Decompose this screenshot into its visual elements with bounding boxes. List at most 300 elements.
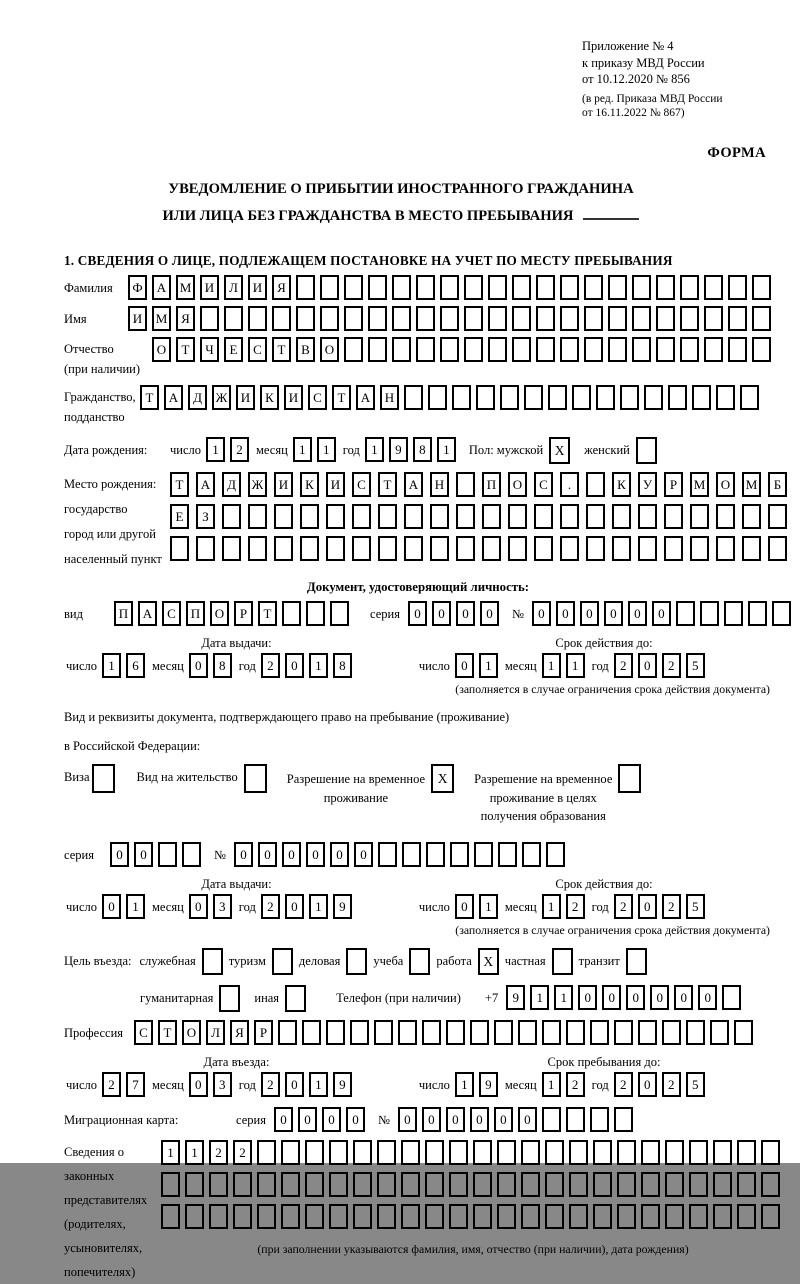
char-cell[interactable] [161, 1172, 180, 1197]
char-cell[interactable]: О [716, 472, 735, 497]
char-cell[interactable]: 0 [455, 653, 474, 678]
char-cell[interactable]: К [612, 472, 631, 497]
char-cell[interactable] [329, 1204, 348, 1229]
char-cell[interactable]: М [742, 472, 761, 497]
char-cell[interactable]: Ж [212, 385, 231, 410]
char-cell[interactable] [274, 504, 293, 529]
char-cell[interactable]: 0 [602, 985, 621, 1010]
char-cell[interactable]: 6 [126, 653, 145, 678]
char-cell[interactable] [272, 306, 291, 331]
char-cell[interactable]: Т [332, 385, 351, 410]
char-cell[interactable] [700, 601, 719, 626]
char-cell[interactable] [761, 1204, 780, 1229]
purpose-tourism-checkbox[interactable] [272, 948, 293, 975]
char-cell[interactable] [416, 275, 435, 300]
edu-residence-option-checkbox[interactable] [618, 764, 641, 793]
char-cell[interactable] [521, 1140, 540, 1165]
char-cell[interactable] [422, 1020, 441, 1045]
char-cell[interactable] [612, 504, 631, 529]
char-cell[interactable] [305, 1140, 324, 1165]
char-cell[interactable] [404, 385, 423, 410]
char-cell[interactable]: 1 [309, 894, 328, 919]
char-cell[interactable] [320, 306, 339, 331]
char-cell[interactable]: 0 [674, 985, 693, 1010]
char-cell[interactable]: 1 [542, 894, 561, 919]
char-cell[interactable] [473, 1140, 492, 1165]
char-cell[interactable]: 5 [686, 653, 705, 678]
char-cell[interactable]: С [352, 472, 371, 497]
char-cell[interactable] [536, 306, 555, 331]
char-cell[interactable] [353, 1204, 372, 1229]
char-cell[interactable] [546, 842, 565, 867]
char-cell[interactable] [656, 275, 675, 300]
char-cell[interactable]: Т [378, 472, 397, 497]
char-cell[interactable] [614, 1020, 633, 1045]
char-cell[interactable]: 0 [532, 601, 551, 626]
char-cell[interactable]: 1 [530, 985, 549, 1010]
char-cell[interactable] [404, 504, 423, 529]
char-cell[interactable]: 0 [652, 601, 671, 626]
char-cell[interactable]: Е [224, 337, 243, 362]
char-cell[interactable] [449, 1172, 468, 1197]
char-cell[interactable]: И [248, 275, 267, 300]
char-cell[interactable]: Т [258, 601, 277, 626]
char-cell[interactable]: Р [664, 472, 683, 497]
char-cell[interactable]: 1 [479, 894, 498, 919]
char-cell[interactable] [632, 337, 651, 362]
char-cell[interactable]: Н [430, 472, 449, 497]
char-cell[interactable] [569, 1172, 588, 1197]
char-cell[interactable] [620, 385, 639, 410]
char-cell[interactable] [428, 385, 447, 410]
char-cell[interactable] [692, 385, 711, 410]
char-cell[interactable] [378, 536, 397, 561]
char-cell[interactable] [378, 842, 397, 867]
char-cell[interactable] [377, 1172, 396, 1197]
char-cell[interactable]: Т [272, 337, 291, 362]
char-cell[interactable]: 2 [662, 653, 681, 678]
char-cell[interactable] [329, 1172, 348, 1197]
char-cell[interactable] [482, 536, 501, 561]
char-cell[interactable] [542, 1020, 561, 1045]
char-cell[interactable] [378, 504, 397, 529]
char-cell[interactable] [772, 601, 791, 626]
char-cell[interactable]: 9 [333, 1072, 352, 1097]
char-cell[interactable] [161, 1204, 180, 1229]
char-cell[interactable] [344, 306, 363, 331]
char-cell[interactable]: 0 [258, 842, 277, 867]
char-cell[interactable] [656, 337, 675, 362]
char-cell[interactable]: 2 [614, 653, 633, 678]
char-cell[interactable]: 2 [662, 1072, 681, 1097]
char-cell[interactable]: С [308, 385, 327, 410]
char-cell[interactable] [713, 1172, 732, 1197]
char-cell[interactable] [518, 1020, 537, 1045]
char-cell[interactable]: 2 [566, 1072, 585, 1097]
char-cell[interactable] [305, 1172, 324, 1197]
char-cell[interactable] [353, 1140, 372, 1165]
char-cell[interactable] [632, 275, 651, 300]
char-cell[interactable]: 1 [161, 1140, 180, 1165]
char-cell[interactable]: 0 [626, 985, 645, 1010]
char-cell[interactable]: 0 [346, 1107, 365, 1132]
char-cell[interactable] [425, 1172, 444, 1197]
temp-residence-option-checkbox[interactable]: X [431, 764, 454, 793]
char-cell[interactable] [722, 985, 741, 1010]
char-cell[interactable] [377, 1204, 396, 1229]
char-cell[interactable]: И [128, 306, 147, 331]
char-cell[interactable]: Т [176, 337, 195, 362]
char-cell[interactable]: 1 [126, 894, 145, 919]
char-cell[interactable]: И [200, 275, 219, 300]
char-cell[interactable] [560, 536, 579, 561]
char-cell[interactable]: 0 [638, 1072, 657, 1097]
char-cell[interactable] [170, 536, 189, 561]
char-cell[interactable] [590, 1020, 609, 1045]
char-cell[interactable] [353, 1172, 372, 1197]
char-cell[interactable] [534, 504, 553, 529]
char-cell[interactable] [542, 1107, 561, 1132]
char-cell[interactable] [398, 1020, 417, 1045]
char-cell[interactable] [728, 306, 747, 331]
char-cell[interactable] [344, 275, 363, 300]
char-cell[interactable]: А [404, 472, 423, 497]
char-cell[interactable] [716, 536, 735, 561]
char-cell[interactable] [641, 1204, 660, 1229]
char-cell[interactable]: С [162, 601, 181, 626]
char-cell[interactable]: И [274, 472, 293, 497]
char-cell[interactable] [488, 306, 507, 331]
sex-male-checkbox[interactable]: X [549, 437, 570, 464]
char-cell[interactable] [617, 1204, 636, 1229]
char-cell[interactable] [572, 385, 591, 410]
char-cell[interactable]: 8 [213, 653, 232, 678]
char-cell[interactable]: 1 [293, 437, 312, 462]
char-cell[interactable]: 2 [233, 1140, 252, 1165]
char-cell[interactable]: 1 [317, 437, 336, 462]
char-cell[interactable] [209, 1172, 228, 1197]
char-cell[interactable] [222, 504, 241, 529]
char-cell[interactable] [473, 1204, 492, 1229]
char-cell[interactable] [425, 1204, 444, 1229]
char-cell[interactable] [426, 842, 445, 867]
char-cell[interactable]: 5 [686, 1072, 705, 1097]
char-cell[interactable] [374, 1020, 393, 1045]
char-cell[interactable] [508, 504, 527, 529]
char-cell[interactable]: 0 [638, 894, 657, 919]
char-cell[interactable] [596, 385, 615, 410]
char-cell[interactable] [440, 275, 459, 300]
char-cell[interactable]: Л [224, 275, 243, 300]
char-cell[interactable] [474, 842, 493, 867]
char-cell[interactable]: 7 [126, 1072, 145, 1097]
char-cell[interactable]: 1 [455, 1072, 474, 1097]
char-cell[interactable]: Т [158, 1020, 177, 1045]
char-cell[interactable]: О [320, 337, 339, 362]
char-cell[interactable]: 0 [330, 842, 349, 867]
char-cell[interactable]: 9 [479, 1072, 498, 1097]
char-cell[interactable] [281, 1204, 300, 1229]
char-cell[interactable] [344, 337, 363, 362]
char-cell[interactable] [464, 337, 483, 362]
char-cell[interactable] [704, 275, 723, 300]
char-cell[interactable]: 1 [206, 437, 225, 462]
char-cell[interactable]: 0 [422, 1107, 441, 1132]
char-cell[interactable]: 0 [580, 601, 599, 626]
char-cell[interactable]: 1 [309, 1072, 328, 1097]
char-cell[interactable] [608, 275, 627, 300]
char-cell[interactable] [584, 306, 603, 331]
char-cell[interactable]: 0 [354, 842, 373, 867]
char-cell[interactable] [521, 1172, 540, 1197]
char-cell[interactable]: 0 [274, 1107, 293, 1132]
char-cell[interactable]: 0 [298, 1107, 317, 1132]
char-cell[interactable] [464, 306, 483, 331]
char-cell[interactable]: А [138, 601, 157, 626]
purpose-private-checkbox[interactable] [552, 948, 573, 975]
char-cell[interactable] [632, 306, 651, 331]
char-cell[interactable]: 2 [662, 894, 681, 919]
char-cell[interactable] [665, 1140, 684, 1165]
char-cell[interactable]: . [560, 472, 579, 497]
char-cell[interactable]: П [482, 472, 501, 497]
char-cell[interactable] [690, 536, 709, 561]
char-cell[interactable]: 1 [566, 653, 585, 678]
char-cell[interactable]: 8 [413, 437, 432, 462]
char-cell[interactable] [617, 1140, 636, 1165]
char-cell[interactable] [716, 385, 735, 410]
char-cell[interactable]: 9 [333, 894, 352, 919]
char-cell[interactable]: У [638, 472, 657, 497]
char-cell[interactable] [752, 337, 771, 362]
char-cell[interactable]: 9 [389, 437, 408, 462]
char-cell[interactable] [368, 306, 387, 331]
char-cell[interactable] [560, 337, 579, 362]
char-cell[interactable] [689, 1204, 708, 1229]
char-cell[interactable] [548, 385, 567, 410]
char-cell[interactable] [416, 306, 435, 331]
purpose-study-checkbox[interactable] [409, 948, 430, 975]
char-cell[interactable] [586, 472, 605, 497]
char-cell[interactable] [456, 536, 475, 561]
char-cell[interactable] [716, 504, 735, 529]
char-cell[interactable] [296, 306, 315, 331]
char-cell[interactable] [352, 536, 371, 561]
char-cell[interactable] [281, 1172, 300, 1197]
char-cell[interactable] [522, 842, 541, 867]
char-cell[interactable] [257, 1204, 276, 1229]
char-cell[interactable]: 1 [437, 437, 456, 462]
char-cell[interactable] [425, 1140, 444, 1165]
char-cell[interactable] [401, 1140, 420, 1165]
char-cell[interactable] [689, 1140, 708, 1165]
char-cell[interactable] [430, 504, 449, 529]
char-cell[interactable] [740, 385, 759, 410]
char-cell[interactable] [761, 1140, 780, 1165]
char-cell[interactable] [368, 275, 387, 300]
char-cell[interactable]: Р [234, 601, 253, 626]
char-cell[interactable] [742, 504, 761, 529]
char-cell[interactable] [392, 306, 411, 331]
char-cell[interactable] [724, 601, 743, 626]
char-cell[interactable] [508, 536, 527, 561]
char-cell[interactable] [497, 1140, 516, 1165]
char-cell[interactable] [440, 337, 459, 362]
char-cell[interactable]: З [196, 504, 215, 529]
char-cell[interactable] [306, 601, 325, 626]
char-cell[interactable] [728, 337, 747, 362]
char-cell[interactable]: И [236, 385, 255, 410]
char-cell[interactable]: П [186, 601, 205, 626]
char-cell[interactable] [569, 1204, 588, 1229]
char-cell[interactable] [233, 1204, 252, 1229]
char-cell[interactable] [737, 1204, 756, 1229]
char-cell[interactable] [182, 842, 201, 867]
char-cell[interactable]: Е [170, 504, 189, 529]
char-cell[interactable] [470, 1020, 489, 1045]
char-cell[interactable]: 0 [638, 653, 657, 678]
char-cell[interactable]: 2 [209, 1140, 228, 1165]
char-cell[interactable]: 2 [261, 894, 280, 919]
char-cell[interactable] [222, 536, 241, 561]
char-cell[interactable] [392, 337, 411, 362]
char-cell[interactable]: 0 [556, 601, 575, 626]
char-cell[interactable]: А [356, 385, 375, 410]
char-cell[interactable] [416, 337, 435, 362]
char-cell[interactable]: Л [206, 1020, 225, 1045]
char-cell[interactable] [330, 601, 349, 626]
char-cell[interactable] [350, 1020, 369, 1045]
char-cell[interactable] [737, 1172, 756, 1197]
char-cell[interactable] [689, 1172, 708, 1197]
char-cell[interactable] [560, 275, 579, 300]
char-cell[interactable]: 0 [650, 985, 669, 1010]
char-cell[interactable] [302, 1020, 321, 1045]
char-cell[interactable] [281, 1140, 300, 1165]
char-cell[interactable] [377, 1140, 396, 1165]
char-cell[interactable]: 8 [333, 653, 352, 678]
char-cell[interactable] [488, 337, 507, 362]
char-cell[interactable] [512, 337, 531, 362]
char-cell[interactable] [656, 306, 675, 331]
char-cell[interactable] [742, 536, 761, 561]
char-cell[interactable]: 1 [554, 985, 573, 1010]
char-cell[interactable] [644, 385, 663, 410]
char-cell[interactable] [560, 306, 579, 331]
char-cell[interactable] [704, 306, 723, 331]
char-cell[interactable]: 0 [282, 842, 301, 867]
char-cell[interactable] [185, 1204, 204, 1229]
char-cell[interactable] [566, 1020, 585, 1045]
purpose-humanitarian-checkbox[interactable] [219, 985, 240, 1012]
char-cell[interactable] [452, 385, 471, 410]
char-cell[interactable]: 0 [480, 601, 499, 626]
char-cell[interactable]: 2 [566, 894, 585, 919]
char-cell[interactable] [326, 1020, 345, 1045]
char-cell[interactable] [185, 1172, 204, 1197]
char-cell[interactable] [664, 504, 683, 529]
char-cell[interactable] [248, 536, 267, 561]
char-cell[interactable] [248, 306, 267, 331]
char-cell[interactable] [664, 536, 683, 561]
purpose-business-checkbox[interactable] [346, 948, 367, 975]
char-cell[interactable]: 0 [285, 894, 304, 919]
char-cell[interactable] [368, 337, 387, 362]
char-cell[interactable]: 0 [578, 985, 597, 1010]
char-cell[interactable] [761, 1172, 780, 1197]
char-cell[interactable]: С [534, 472, 553, 497]
char-cell[interactable]: К [260, 385, 279, 410]
char-cell[interactable] [320, 275, 339, 300]
char-cell[interactable]: 1 [185, 1140, 204, 1165]
char-cell[interactable] [768, 504, 787, 529]
char-cell[interactable] [593, 1140, 612, 1165]
char-cell[interactable]: Я [272, 275, 291, 300]
char-cell[interactable]: 1 [309, 653, 328, 678]
char-cell[interactable] [456, 472, 475, 497]
char-cell[interactable]: И [326, 472, 345, 497]
char-cell[interactable] [704, 337, 723, 362]
char-cell[interactable]: 1 [542, 1072, 561, 1097]
char-cell[interactable] [586, 536, 605, 561]
char-cell[interactable] [449, 1204, 468, 1229]
char-cell[interactable]: М [152, 306, 171, 331]
char-cell[interactable] [401, 1172, 420, 1197]
char-cell[interactable] [196, 536, 215, 561]
char-cell[interactable] [545, 1140, 564, 1165]
char-cell[interactable] [713, 1140, 732, 1165]
char-cell[interactable]: 0 [518, 1107, 537, 1132]
char-cell[interactable] [584, 275, 603, 300]
char-cell[interactable]: 3 [213, 1072, 232, 1097]
char-cell[interactable] [158, 842, 177, 867]
char-cell[interactable] [752, 306, 771, 331]
char-cell[interactable]: 0 [604, 601, 623, 626]
char-cell[interactable] [737, 1140, 756, 1165]
char-cell[interactable] [593, 1172, 612, 1197]
char-cell[interactable]: 0 [189, 894, 208, 919]
char-cell[interactable] [464, 275, 483, 300]
char-cell[interactable]: М [690, 472, 709, 497]
char-cell[interactable] [536, 337, 555, 362]
char-cell[interactable] [326, 536, 345, 561]
char-cell[interactable] [593, 1204, 612, 1229]
char-cell[interactable]: 2 [261, 653, 280, 678]
char-cell[interactable] [512, 275, 531, 300]
char-cell[interactable]: 0 [628, 601, 647, 626]
char-cell[interactable] [560, 504, 579, 529]
char-cell[interactable] [608, 337, 627, 362]
char-cell[interactable] [752, 275, 771, 300]
char-cell[interactable]: 5 [686, 894, 705, 919]
visa-option-checkbox[interactable] [92, 764, 115, 793]
char-cell[interactable] [498, 842, 517, 867]
char-cell[interactable]: 0 [455, 894, 474, 919]
char-cell[interactable]: 2 [614, 1072, 633, 1097]
char-cell[interactable]: 1 [102, 653, 121, 678]
char-cell[interactable] [690, 504, 709, 529]
char-cell[interactable] [401, 1204, 420, 1229]
char-cell[interactable] [748, 601, 767, 626]
char-cell[interactable]: С [134, 1020, 153, 1045]
char-cell[interactable]: 0 [189, 653, 208, 678]
char-cell[interactable]: С [248, 337, 267, 362]
char-cell[interactable]: 0 [698, 985, 717, 1010]
char-cell[interactable] [430, 536, 449, 561]
char-cell[interactable]: О [182, 1020, 201, 1045]
char-cell[interactable] [590, 1107, 609, 1132]
char-cell[interactable] [665, 1172, 684, 1197]
